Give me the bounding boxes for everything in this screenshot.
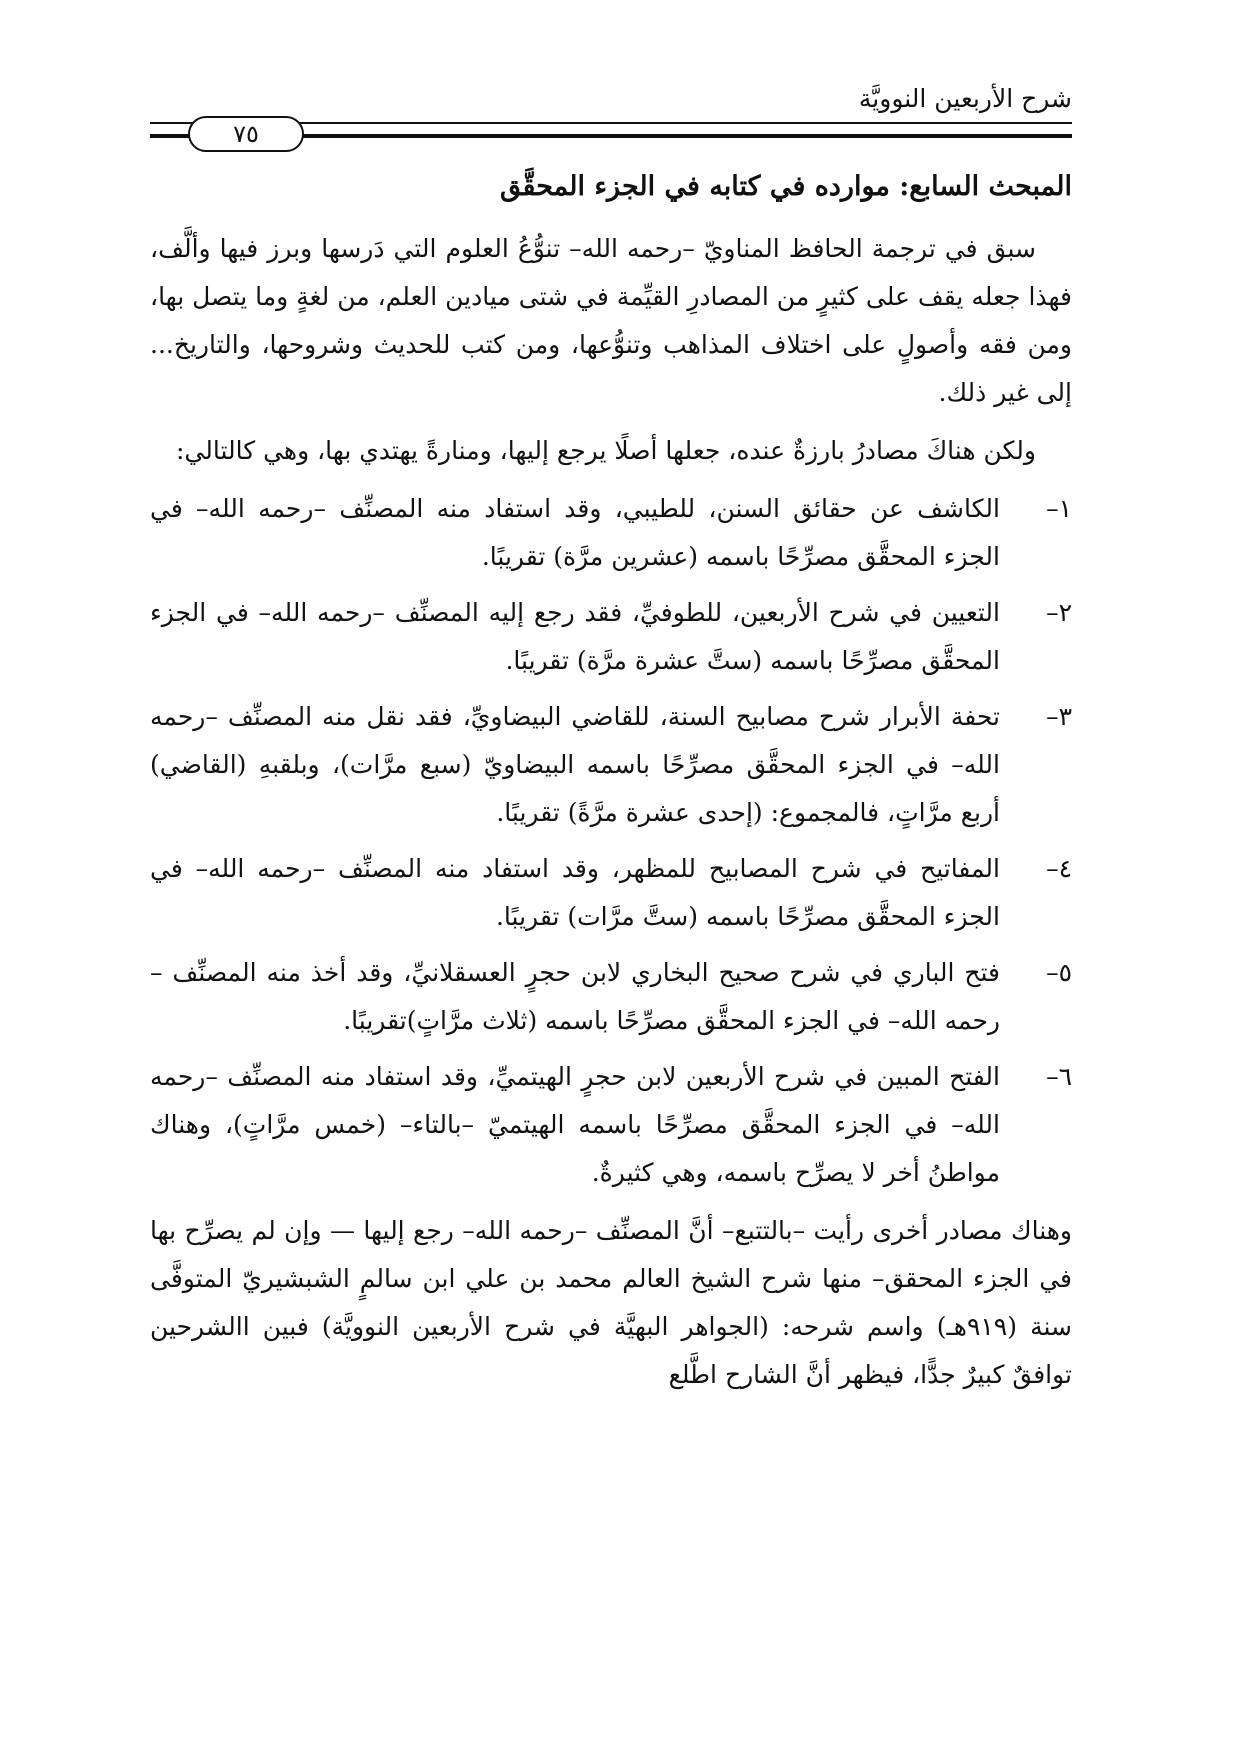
list-item-number: ٣–	[1046, 702, 1072, 731]
section-heading: المبحث السابع: موارده في كتابه في الجزء المحقَّق	[500, 171, 1072, 202]
list-item-text: فتح الباري في شرح صحيح البخاري لابن حجرٍ العسقلانيِّ، وقد أخذ منه المصنِّف –رحمه الله– في الجزء المحقَّق مصرِّحًا باسمه (ثلاث مرَّاتٍ)تقريبًا.	[150, 958, 1000, 1035]
list-item-number: ٦–	[1046, 1062, 1072, 1091]
sources-list	[150, 485, 1072, 1197]
list-item	[150, 949, 1072, 1045]
paragraph-other-sources: وهناك مصادر أخرى رأيت –بالتتبع– أنَّ المصنِّف –رحمه الله– رجع إليها — وإن لم يصرِّح بها في الجزء المحقق– منها شرح الشيخ العالم محمد بن علي ابن سالمٍ الشبشيريّ المتوفَّى سنة (٩١٩هـ) واسم شرحه: (الجواهر البهيَّة في شرح الأربعين النوويَّة) فبين االشرحين توافقٌ كبيرٌ جدًّا، فيظهر أنَّ الشارح اطَّلع	[150, 1216, 1072, 1389]
list-item-number: ٢–	[1046, 598, 1072, 627]
list-item-text: التعيين في شرح الأربعين، للطوفيِّ، فقد رجع إليه المصنِّف –رحمه الله– في الجزء المحقَّق مصرِّحًا باسمه (ستَّ عشرة مرَّة) تقريبًا.	[150, 598, 1000, 675]
list-item	[150, 485, 1072, 581]
paragraph-sources-lead: ولكن هناكَ مصادرُ بارزةٌ عنده، جعلها أصلًا يرجع إليها، ومنارةً يهتدي بها، وهي كالتالي:	[175, 436, 1036, 465]
list-item-text: الفتح المبين في شرح الأربعين لابن حجرٍ الهيتميِّ، وقد استفاد منه المصنِّف –رحمه الله– في الجزء المحقَّق مصرِّحًا باسمه الهيتميّ –بالتاء– (خمس مرَّاتٍ)، وهناك مواطنُ أخر لا يصرِّح باسمه، وهي كثيرةٌ.	[150, 1062, 1000, 1187]
list-item-number: ٥–	[1046, 958, 1072, 987]
running-title: شرح الأربعين النوويَّة	[858, 84, 1072, 113]
main-content	[150, 165, 1072, 1424]
list-item-text: الكاشف عن حقائق السنن، للطيبي، وقد استفاد منه المصنِّف –رحمه الله– في الجزء المحقَّق مصرِّحًا باسمه (عشرين مرَّة) تقريبًا.	[150, 494, 1000, 571]
list-item	[150, 693, 1072, 837]
list-item	[150, 589, 1072, 685]
page-number: ٧٥	[188, 116, 304, 152]
list-item	[150, 1053, 1072, 1197]
list-item	[150, 845, 1072, 941]
list-item-text: تحفة الأبرار شرح مصابيح السنة، للقاضي البيضاويِّ، فقد نقل منه المصنِّف –رحمه الله– في الجزء المحقَّق مصرِّحًا باسمه البيضاويّ (سبع مرَّات)، وبلقبهِ (القاضي) أربع مرَّاتٍ، فالمجموع: (إحدى عشرة مرَّةً) تقريبًا.	[150, 702, 1000, 827]
paragraph-intro: سبق في ترجمة الحافظ المناويّ –رحمه الله– تنوُّعُ العلوم التي دَرسها وبرز فيها وألَّف، فهذا جعله يقف على كثيرٍ من المصادرِ القيِّمة في شتى ميادين العلم، من لغةٍ وما يتصل بها، ومن فقه وأصولٍ على اختلاف المذاهب وتنوُّعها، ومن كتب للحديث وشروحها، والتاريخ... إلى غير ذلك.	[150, 234, 1072, 407]
list-item-number: ٤–	[1046, 854, 1072, 883]
list-item-number: ١–	[1046, 494, 1072, 523]
list-item-text: المفاتيح في شرح المصابيح للمظهر، وقد استفاد منه المصنِّف –رحمه الله– في الجزء المحقَّق مصرِّحًا باسمه (ستَّ مرَّات) تقريبًا.	[150, 854, 1000, 931]
